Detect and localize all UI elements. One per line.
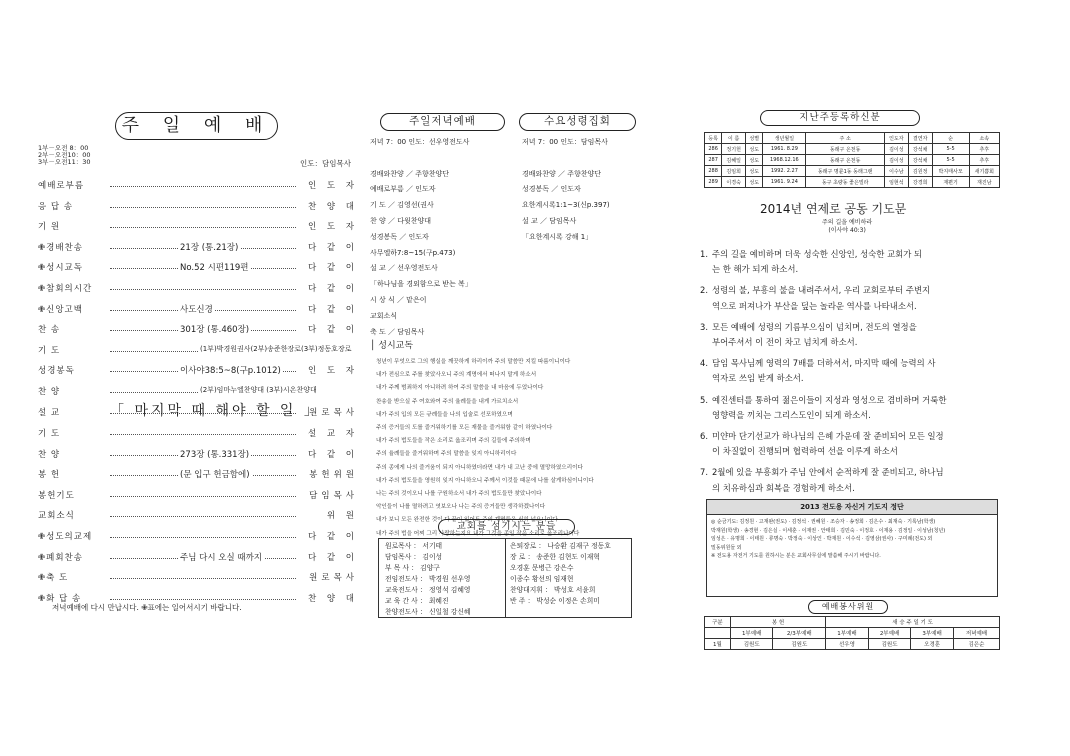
servant-entry: 전임전도사 ： 박경원 선우영 <box>385 575 471 583</box>
table-cell: 1961. 9.24 <box>763 177 806 188</box>
new-members-title: 지난주등록하신분 <box>760 110 920 126</box>
order-responsible: 인 도 자 <box>307 366 358 377</box>
table-header-cell: 생년월일 <box>763 133 806 144</box>
order-row <box>38 217 358 238</box>
table-cell: 성도 <box>746 166 763 177</box>
order-responsible: 찬 양 대 <box>307 201 358 212</box>
table-header-cell: 이 름 <box>722 133 746 144</box>
table-cell: 286 <box>705 144 722 155</box>
order-row <box>38 465 358 486</box>
servant-entry: 오경훈 문병근 강은수 <box>510 564 574 572</box>
prayer-text: 미얀마 단기선교가 하나님의 은혜 가운데 잘 준비되어 모든 일정 <box>712 431 944 442</box>
table-cell: 추후 <box>969 155 999 166</box>
order-responsible: 다 같 이 <box>307 531 358 542</box>
prayer-line <box>700 429 1000 444</box>
table-header-cell: 소속 <box>969 133 999 144</box>
evening-line: 「하나님을 경외함으로 받는 복」 <box>370 280 472 289</box>
scripture-line: 청년이 무엇으로 그의 행실을 깨끗하게 하리이까 주의 말씀만 지킬 따름이니이다 <box>376 359 571 365</box>
table-row <box>705 639 1000 650</box>
evening-line: 사무엘하7:8~15(구p.473) <box>370 248 456 257</box>
order-label: 성경봉독 <box>38 366 75 377</box>
scripture-line: 내가 주의 입의 모든 규례들을 나의 입술로 선포하였으며 <box>376 411 513 418</box>
table-cell: 5-5 <box>932 155 969 166</box>
servant-entry: 장 로 ： 송준한 김현도 이재혁 <box>510 553 600 561</box>
order-leader-dots <box>110 496 296 497</box>
table-cell: 동래구 명륜1동 동래그랜 <box>806 166 885 177</box>
order-responsible: 인 도 자 <box>307 222 358 233</box>
order-row <box>38 568 358 589</box>
scripture-line: 내가 보니 모든 완전한 것이 다 끝이 있어도 주의 계명들은 심히 넓으니이다 <box>376 517 558 524</box>
table-cell: 이경숙 <box>722 177 746 188</box>
table-header-cell: 등록 <box>705 133 722 144</box>
prayer-text: 성령의 불, 부흥의 불을 내려주셔서, 우리 교회로부터 주변지 <box>712 285 931 296</box>
bicycle-prayer-body <box>711 518 993 561</box>
table-cell: 추후 <box>969 144 999 155</box>
scripture-line: 내가 주께 범죄하지 아니하려 하여 주의 말씀을 내 마음에 두었나이다 <box>376 385 544 392</box>
table-header-cell: 2/3부예배 <box>773 628 826 639</box>
prayer-text: 역자로 쓰임 받게 하소서. <box>712 373 804 384</box>
table-header-cell <box>705 628 731 639</box>
table-cell: 성도 <box>746 177 763 188</box>
service-committee-table <box>704 616 1000 650</box>
table-cell: 김임희 <box>722 166 746 177</box>
order-label: 찬 양 <box>38 449 61 460</box>
service-time-3: 3부－오전11：30 <box>38 158 91 167</box>
order-row <box>38 548 358 569</box>
prayer-line <box>700 465 1000 480</box>
prayer-subtitle-line-2: (이사야 40:3) <box>828 227 866 234</box>
prayer-item <box>700 429 1000 459</box>
order-detail: 301장 (통.460장) <box>180 325 250 336</box>
scripture-title: │ 성시교독 <box>370 341 414 351</box>
order-label: 설 교 <box>38 407 61 418</box>
order-responsible: 위 원 <box>326 511 358 522</box>
evening-line: 설 교 ／ 선우영전도사 <box>370 264 438 273</box>
table-cell: 정기헌 <box>722 144 746 155</box>
servant-entry: 찬양대지휘 ： 박성호 서윤희 <box>510 586 596 594</box>
table-cell: 강석채 <box>908 155 932 166</box>
bicycle-prayer-line: ◎ 순금기도: 김정원 · 고재완(권도) · 김정석 · 권혜원 · 조승자 · 송정희 · 김은수 · 최재숙 · 기록남(학생) <box>711 519 936 525</box>
prayer-text: 주의 길을 예비하며 더욱 성숙한 신앙인, 성숙한 교회가 되 <box>712 249 923 259</box>
table-cell: 1961. 8.29 <box>763 144 806 155</box>
service-committee-title: 예배봉사위원 <box>808 600 888 614</box>
order-leader-dots <box>110 516 296 517</box>
bicycle-prayer-line: ※ 전도용 자전거 기도를 원하시는 분은 교회사무실에 말씀해 주시기 바랍니다. <box>711 553 881 559</box>
prayer-line <box>700 247 1000 262</box>
servants-left-list <box>385 541 471 618</box>
order-leader-dots <box>110 578 296 579</box>
order-detail: (2부)임마누엘찬양대 (3부)시온찬양대 <box>200 385 317 394</box>
table-cell: 성도 <box>746 144 763 155</box>
bicycle-prayer-line: 밀동위원들 외 <box>711 544 742 551</box>
order-label: ✙성시교독 <box>38 263 83 274</box>
servants-divider <box>505 539 506 617</box>
order-row <box>38 341 358 362</box>
order-detail: (문 입구 헌금함에) <box>180 470 250 481</box>
sermon-title: 「 마지막 때 해야 할 일 」 <box>110 403 321 419</box>
order-label: ✙성도의교제 <box>38 531 93 542</box>
table-cell: 새기쁨회 <box>969 166 999 177</box>
order-label: 기 원 <box>38 222 61 233</box>
order-row <box>38 300 358 321</box>
scripture-line: 주의 증거들의 도를 즐거워하기를 모든 재물을 즐거워함 같이 하였나이다 <box>376 425 553 432</box>
table-row <box>705 144 1000 155</box>
table-cell: 선우영 <box>826 639 869 650</box>
scripture-line: 주의 율례들을 즐거워하며 주의 말씀을 잊지 아니하리이다 <box>376 451 517 458</box>
order-label: ✙축 도 <box>38 573 69 584</box>
servant-entry: 부 목 사 ： 김양구 <box>385 564 440 572</box>
prayer-line <box>700 320 1000 335</box>
scripture-line: 내가 주의 법도들을 영원히 잊지 아니하오니 주께서 이것들 때문에 나를 살게하심이니이다 <box>376 477 594 484</box>
order-responsible: 봉헌위원 <box>309 470 358 481</box>
scripture-line: 내가 주의 법도들을 작은 소리로 읊조리며 주의 길들에 주의하며 <box>376 438 531 445</box>
table-header-cell: 봉 헌 <box>730 617 825 628</box>
order-responsible: 찬 양 대 <box>307 593 358 604</box>
leader-label: 인도：담임목사 <box>300 159 351 168</box>
service-times <box>38 145 91 167</box>
prayer-title: 2014년 연제로 공동 기도문 <box>760 202 907 216</box>
table-header-row <box>705 617 1000 628</box>
bicycle-prayer-title: 2013 전도용 자신거 기도지 정단 <box>707 500 997 515</box>
table-cell: 김이성 <box>884 144 908 155</box>
order-row <box>38 445 358 466</box>
prayer-text: 역으로 퍼져나가 부산을 덮는 놀라운 역사를 나타내소서. <box>712 300 917 311</box>
prayer-text: 담임 목사님께 영력의 7배를 더하셔서, 마지막 때에 능력의 사 <box>712 358 936 369</box>
order-label: 기 도 <box>38 429 61 439</box>
order-responsible: 인 도 자 <box>307 181 358 191</box>
table-cell: 김혜일 <box>722 155 746 166</box>
servant-entry: 반 주 ： 박성순 이정은 손희미 <box>510 597 600 605</box>
table-header-cell: 새 승 주 일 기 도 <box>826 617 1000 628</box>
order-leader-dots <box>110 537 296 538</box>
evening-line: 찬 양 ／ 다윗찬양대 <box>370 216 432 225</box>
table-header-cell: 성별 <box>746 133 763 144</box>
closing-note: 저녁예배에 다시 만납시다. ✙표에는 일어서시기 바랍니다. <box>52 603 242 612</box>
table-header-cell: 1부예배 <box>730 628 773 639</box>
order-row <box>38 486 358 507</box>
bicycle-prayer-line: 박재원(학생) · 송경현 · 김은실 · 이세훈 · 이재권 · 안태희 · 김민숙 · 이정호 · 이재용 · 김정일 · 이성남(청년) <box>711 527 946 534</box>
servant-entry: 찬양전도사 ： 신일철 강신혜 <box>385 608 471 616</box>
table-row <box>705 166 1000 177</box>
servant-entry: 교 육 간 사 ： 최혜진 <box>385 597 449 605</box>
order-detail: (1부)박경원권사(2부)송준한장로(3부)정동호장로 <box>200 344 352 353</box>
table-header-cell: 순 <box>932 133 969 144</box>
order-label: ✙폐회찬송 <box>38 552 83 563</box>
prayer-number: 5. <box>700 394 708 405</box>
table-cell: 김원도 <box>773 639 826 650</box>
table-cell: 재진남 <box>969 177 999 188</box>
table-cell: 289 <box>705 177 722 188</box>
prayer-number: 1. <box>700 249 708 259</box>
order-responsible: 다 같 이 <box>307 283 358 294</box>
table-cell: 김은순 <box>953 639 999 650</box>
wednesday-line: 저녁 7：00 인도：담임목사 <box>522 138 608 146</box>
table-subheader-row <box>705 628 1000 639</box>
order-detail: 이사야38:5~8(구p.1012) <box>180 366 281 377</box>
order-detail: No.52 시편119편 <box>180 263 249 274</box>
table-header-cell: 주 소 <box>806 133 885 144</box>
order-label: 찬 양 <box>38 386 61 397</box>
prayer-text: 부어주셔서 이 전이 차고 넘치게 하소서. <box>712 337 858 348</box>
prayer-item <box>700 283 1000 313</box>
servant-entry: 담임목사 ： 김이성 <box>385 553 443 561</box>
prayer-text: 예진센터를 통하여 젊은이들이 지성과 영성으로 겸비하며 거룩한 <box>712 394 947 405</box>
table-cell: 김원도 <box>730 639 773 650</box>
order-detail: 사도신경 <box>180 304 213 315</box>
servants-box <box>378 538 632 618</box>
table-cell: 재편기 <box>932 177 969 188</box>
order-label: 예배로부름 <box>38 181 85 191</box>
prayer-subtitle-line-1: 주의 길을 예비하라 <box>822 219 873 226</box>
prayer-item <box>700 247 1000 277</box>
prayer-item <box>700 393 1000 423</box>
scripture-line: 찬송을 받으실 주 여호와여 주의 율례들을 내게 가르치소서 <box>376 398 519 405</box>
prayer-number: 2. <box>700 285 708 296</box>
prayer-number: 7. <box>700 467 708 478</box>
evening-line: 저녁 7：00 인도：선우영전도사 <box>370 138 470 146</box>
table-cell: 288 <box>705 166 722 177</box>
table-header-cell: 저녁예배 <box>953 628 999 639</box>
servants-right-list <box>510 541 611 607</box>
prayer-text: 의 치유하심과 회복을 경험하게 하소서. <box>712 482 855 493</box>
table-cell: 김원도 <box>868 639 911 650</box>
order-label: ✙참회의시간 <box>38 283 93 294</box>
wednesday-service-order <box>522 135 610 246</box>
wednesday-line: 성경봉독 ／ 인도자 <box>522 185 581 194</box>
prayer-list <box>700 247 1000 502</box>
prayer-line <box>700 393 1000 408</box>
order-row <box>38 361 358 382</box>
prayer-line <box>700 356 1000 371</box>
order-responsible: 원로목사 <box>309 407 358 418</box>
table-cell: 287 <box>705 155 722 166</box>
order-row <box>38 197 358 218</box>
table-header-cell: 2부예배 <box>868 628 911 639</box>
order-row <box>38 424 358 445</box>
table-header-cell: 구분 <box>705 617 731 628</box>
order-row <box>38 506 358 527</box>
evening-service-title: 주일저녁예배 <box>380 113 505 131</box>
evening-line: 경배와찬양 ／ 주향찬양단 <box>370 169 450 178</box>
evening-line: 예배로부름 ／ 인도자 <box>370 185 436 194</box>
order-leader-dots <box>110 599 296 600</box>
order-row <box>38 320 358 341</box>
table-row <box>705 155 1000 166</box>
worship-title <box>115 112 278 140</box>
table-header-cell: 3부예배 <box>911 628 954 639</box>
bicycle-prayer-line: 임성은 · 유명희 · 이태원 · 류명숙 · 박정숙 · 이상인 · 박재원 · 이수석 · 김영삼(권사) · 구미례(전도) 외 <box>711 536 933 542</box>
order-responsible: 다 같 이 <box>307 242 358 253</box>
worship-title-text: 주 일 예 배 <box>121 115 272 136</box>
evening-line: 시 상 식 ／ 맡은이 <box>370 295 427 304</box>
evening-line: 축 도 ／ 담임목사 <box>370 327 425 336</box>
prayer-text: 모든 예배에 성령의 기름부으심이 넘치며, 전도의 열정을 <box>712 321 917 332</box>
order-label: 봉 헌 <box>38 470 61 481</box>
table-cell: 강경희 <box>908 177 932 188</box>
scripture-line: 내가 전심으로 주를 찾았사오니 주의 계명에서 떠나지 말게 하소서 <box>376 372 537 379</box>
servant-entry: 은퇴장로 ： 나승환 김재구 정동호 <box>510 542 611 550</box>
prayer-text: 영향력을 끼치는 그리스도인이 되게 하소서. <box>712 409 871 420</box>
order-label: 봉헌기도 <box>38 490 75 501</box>
wednesday-line: 「요한계시록 강해 1」 <box>522 232 593 241</box>
table-row <box>705 177 1000 188</box>
order-leader-dots <box>110 207 296 208</box>
table-header-cell: 1부예배 <box>826 628 869 639</box>
scripture-line: 주의 종에게 나의 즐거움이 되지 아니하였더라면 내가 내 고난 중에 멸망하였으리이다 <box>376 464 583 471</box>
table-cell: 김원정 <box>908 166 932 177</box>
order-row <box>38 258 358 279</box>
wednesday-line: 요한계시록1:1~3(신p.397) <box>522 201 610 210</box>
order-leader-dots <box>110 186 296 187</box>
wednesday-line: 설 교 ／ 담임목사 <box>522 216 577 225</box>
prayer-item <box>700 320 1000 350</box>
table-cell: 동래구 온천동 <box>806 144 885 155</box>
prayer-item <box>700 356 1000 386</box>
servant-entry: 원로목사 ： 서기태 <box>385 542 443 550</box>
order-label: 교회소식 <box>38 511 75 522</box>
table-cell: 동래구 온천동 <box>806 155 885 166</box>
prayer-text: 이 차질없이 진행되며 협력하여 선을 이루게 하소서 <box>712 446 898 457</box>
order-of-worship-2 <box>38 424 358 609</box>
table-header-row <box>705 133 1000 144</box>
order-responsible: 다 같 이 <box>307 552 358 563</box>
table-cell: 성도 <box>746 155 763 166</box>
wednesday-line: 경배와찬양 ／ 주향찬양단 <box>522 169 602 178</box>
order-row <box>38 176 358 197</box>
table-cell: 1968.12.16 <box>763 155 806 166</box>
prayer-text: 는 한 해가 되게 하소서. <box>712 264 799 275</box>
new-members-table <box>704 132 1000 188</box>
order-row <box>38 527 358 548</box>
service-time-2: 2부－오전10：00 <box>38 151 91 160</box>
servant-entry: 이종수 황선의 임재현 <box>510 575 574 583</box>
table-header-cell: 인도자 <box>884 133 908 144</box>
evening-line: 기 도 ／ 김영선(권사 <box>370 201 434 210</box>
table-cell: 오경훈 <box>911 639 954 650</box>
service-time-1: 1부－오전 8：00 <box>38 144 89 152</box>
table-cell: 5-5 <box>932 144 969 155</box>
scripture-line: 나는 주의 것이오니 나를 구원하소서 내가 주의 법도들만 찾았나이다 <box>376 491 542 498</box>
scripture-reading <box>376 356 594 541</box>
scripture-line: 악인들이 나를 멸하려고 엿보오나 나는 주의 증거들만 생각하겠나이다 <box>376 504 546 511</box>
table-cell: 강석채 <box>908 144 932 155</box>
prayer-subtitle <box>822 219 872 235</box>
evening-line: 교회소식 <box>370 311 398 320</box>
order-detail: 주님 다시 오실 때까지 <box>180 552 263 563</box>
table-cell: 이수남 <box>884 166 908 177</box>
order-leader-dots <box>110 289 296 290</box>
order-leader-dots <box>110 434 296 435</box>
prayer-number: 6. <box>700 431 708 442</box>
evening-service-order <box>370 135 472 340</box>
order-responsible: 다 같 이 <box>307 263 358 274</box>
order-label: 응 답 송 <box>38 201 74 212</box>
order-label: ✙경배찬송 <box>38 242 83 253</box>
table-cell: 동구 초량동 좋은빌라 <box>806 177 885 188</box>
scripture-line: 내가 주의 법을 어찌 그리 사랑하는지요 내가 그것을 종일 작은 소리로 읊조리나이다 <box>376 530 580 537</box>
table-header-cell: 결연자 <box>908 133 932 144</box>
order-of-worship <box>38 176 358 423</box>
order-detail: 21장 (통.21장) <box>180 242 239 253</box>
order-label: 기 도 <box>38 345 61 356</box>
order-label: ✙신앙고백 <box>38 304 83 315</box>
order-responsible: 담임목사 <box>309 490 358 501</box>
prayer-number: 3. <box>700 321 708 332</box>
table-cell: 임현석 <box>884 177 908 188</box>
prayer-item <box>700 465 1000 495</box>
servant-entry: 교육전도사 ： 정영석 김혜영 <box>385 586 471 594</box>
table-cell: 김이성 <box>884 155 908 166</box>
order-label: 찬 송 <box>38 325 61 336</box>
wednesday-service-title: 수요성령집회 <box>519 113 636 131</box>
order-responsible: 다 같 이 <box>307 449 358 460</box>
order-detail: 273장 (통.331장) <box>180 449 250 460</box>
order-responsible: 다 같 이 <box>307 304 358 315</box>
table-cell: 1992. 2.27 <box>763 166 806 177</box>
order-responsible: 다 같 이 <box>307 325 358 336</box>
order-row <box>38 238 358 259</box>
prayer-number: 4. <box>700 358 708 369</box>
wednesday-line <box>522 151 610 167</box>
order-responsible: 설 교 자 <box>307 429 358 439</box>
order-row <box>38 279 358 300</box>
bicycle-prayer-box <box>706 499 998 597</box>
prayer-text: 2월에 있을 부흥회가 주님 안에서 순적하게 잘 준비되고, 하나님 <box>712 467 944 478</box>
evening-line <box>370 151 472 167</box>
order-responsible: 원로목사 <box>309 573 358 584</box>
order-leader-dots <box>110 227 296 228</box>
evening-line: 성경봉독 ／ 인도자 <box>370 232 429 241</box>
table-cell: 1월 <box>705 639 731 650</box>
prayer-line <box>700 283 1000 298</box>
order-label: ✙화 답 송 <box>38 593 82 604</box>
servants-title: 교회를 섬기시는 분들 <box>438 519 575 535</box>
table-cell: 박지태사모 <box>932 166 969 177</box>
